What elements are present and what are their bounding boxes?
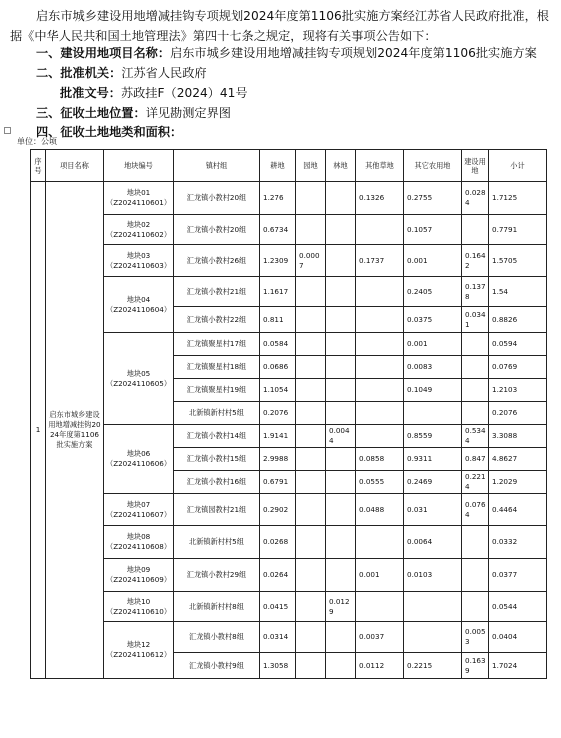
area-value-cell: 0.001 <box>356 559 404 592</box>
area-value-cell: 0.0555 <box>356 471 404 494</box>
area-value-cell: 0.031 <box>404 494 462 526</box>
area-value-cell <box>356 379 404 402</box>
area-value-cell: 0.0037 <box>356 622 404 653</box>
block-code-cell <box>104 526 174 559</box>
area-value-cell <box>404 402 462 425</box>
area-value-cell <box>326 653 356 679</box>
area-value-cell: 0.0584 <box>260 333 296 356</box>
area-value-cell <box>296 402 326 425</box>
area-value-cell: 0.811 <box>260 307 296 333</box>
area-value-cell <box>356 277 404 307</box>
section-label: 三、征收土地位置： <box>36 106 146 120</box>
area-value-cell <box>326 526 356 559</box>
project-name-cell: 启东市城乡建设用地增减挂钩2024年度第1106批实施方案 <box>46 182 104 679</box>
village-group-cell: 汇龙镇小教村26组 <box>174 245 260 277</box>
block-code-cell <box>104 592 174 622</box>
area-value-cell <box>462 333 489 356</box>
block-code-cell <box>104 494 174 526</box>
area-value-cell: 1.3058 <box>260 653 296 679</box>
block-code-cell <box>104 245 174 277</box>
village-group-cell: 汇龙镇聚星村17组 <box>174 333 260 356</box>
block-code-cell <box>104 277 174 333</box>
area-value-cell: 0.001 <box>404 245 462 277</box>
area-value-cell <box>296 471 326 494</box>
area-value-cell <box>296 622 326 653</box>
table-row <box>31 592 547 622</box>
area-value-cell <box>296 379 326 402</box>
block-code: （Z2024110612） <box>106 650 172 659</box>
header-cell: 建设用地 <box>462 150 489 182</box>
area-value-cell <box>326 215 356 245</box>
village-group-cell: 北新镇新村村5组 <box>174 526 260 559</box>
section-value: 详见勘测定界图 <box>145 106 231 120</box>
header-cell: 镇村组 <box>174 150 260 182</box>
area-value-cell <box>326 494 356 526</box>
section-land-location <box>36 104 231 122</box>
area-value-cell: 0.2214 <box>462 471 489 494</box>
area-value-cell <box>296 307 326 333</box>
village-group-cell: 汇龙镇小教村29组 <box>174 559 260 592</box>
section-value: 苏政挂F（2024）41号 <box>120 86 248 100</box>
area-value-cell: 1.7125 <box>489 182 547 215</box>
area-value-cell <box>326 379 356 402</box>
area-value-cell <box>326 402 356 425</box>
area-value-cell <box>296 356 326 379</box>
table-row <box>31 559 547 592</box>
area-value-cell: 0.0044 <box>326 425 356 448</box>
block-name: 地块06 <box>126 449 151 458</box>
block-name: 地块04 <box>126 294 151 304</box>
village-group-cell: 汇龙镇园教村21组 <box>174 494 260 526</box>
area-value-cell: 1.5705 <box>489 245 547 277</box>
area-value-cell: 0.1642 <box>462 245 489 277</box>
land-area-table <box>30 149 547 679</box>
unit-label: 单位：公顷 <box>17 137 57 146</box>
block-name: 地块08 <box>126 532 151 541</box>
village-group-cell: 北新镇新村村8组 <box>174 592 260 622</box>
area-value-cell: 0.0544 <box>489 592 547 622</box>
project-number-cell: 1 <box>31 182 46 679</box>
block-name: 地块10 <box>126 596 151 606</box>
area-value-cell: 0.4464 <box>489 494 547 526</box>
area-value-cell <box>296 559 326 592</box>
area-value-cell <box>356 592 404 622</box>
area-value-cell: 0.0064 <box>404 526 462 559</box>
area-value-cell: 0.0284 <box>462 182 489 215</box>
area-value-cell <box>296 425 326 448</box>
block-name: 地块05 <box>126 368 151 378</box>
area-value-cell: 0.0377 <box>489 559 547 592</box>
area-value-cell <box>462 592 489 622</box>
village-group-cell: 汇龙镇小教村9组 <box>174 653 260 679</box>
area-value-cell: 1.7024 <box>489 653 547 679</box>
header-cell: 项目名称 <box>46 150 104 182</box>
area-value-cell <box>404 592 462 622</box>
area-value-cell: 1.2309 <box>260 245 296 277</box>
block-name: 地块02 <box>126 219 151 229</box>
area-value-cell: 0.0858 <box>356 448 404 471</box>
area-value-cell <box>326 277 356 307</box>
section-value: 启东市城乡建设用地增减挂钩专项规划2024年度第1106批实施方案 <box>170 46 537 60</box>
village-group-cell: 汇龙镇小教村16组 <box>174 471 260 494</box>
area-value-cell: 3.3088 <box>489 425 547 448</box>
table-row <box>31 182 547 215</box>
table-anchor-icon <box>4 127 11 134</box>
area-value-cell <box>296 277 326 307</box>
area-value-cell: 0.0112 <box>356 653 404 679</box>
table-row <box>31 425 547 448</box>
area-value-cell: 0.0415 <box>260 592 296 622</box>
area-value-cell: 0.0764 <box>462 494 489 526</box>
block-code: （Z2024110610） <box>106 606 172 616</box>
area-value-cell <box>356 356 404 379</box>
area-value-cell: 0.0103 <box>404 559 462 592</box>
area-value-cell: 0.0341 <box>462 307 489 333</box>
area-value-cell: 0.1326 <box>356 182 404 215</box>
block-name: 地块12 <box>126 640 151 649</box>
village-group-cell: 汇龙镇小教村20组 <box>174 215 260 245</box>
block-code-cell <box>104 182 174 215</box>
header-cell: 耕地 <box>260 150 296 182</box>
table-row <box>31 622 547 653</box>
area-value-cell: 0.0007 <box>296 245 326 277</box>
header-cell: 其它农用地 <box>404 150 462 182</box>
section-land-types <box>36 123 182 141</box>
area-value-cell: 1.9141 <box>260 425 296 448</box>
area-value-cell: 0.5344 <box>462 425 489 448</box>
area-value-cell: 0.8826 <box>489 307 547 333</box>
area-value-cell: 2.9988 <box>260 448 296 471</box>
area-value-cell: 0.1737 <box>356 245 404 277</box>
village-group-cell: 汇龙镇小教村14组 <box>174 425 260 448</box>
area-value-cell: 0.0404 <box>489 622 547 653</box>
area-value-cell <box>326 307 356 333</box>
area-value-cell <box>296 494 326 526</box>
block-code: （Z2024110609） <box>106 575 172 584</box>
table-row <box>31 245 547 277</box>
area-value-cell <box>296 526 326 559</box>
area-value-cell: 0.0488 <box>356 494 404 526</box>
block-code: （Z2024110601） <box>106 198 172 207</box>
block-name: 地块03 <box>126 250 151 260</box>
area-value-cell <box>462 559 489 592</box>
area-value-cell: 0.0686 <box>260 356 296 379</box>
area-value-cell <box>296 215 326 245</box>
area-value-cell <box>356 307 404 333</box>
intro-paragraph: 启东市城乡建设用地增减挂钩专项规划2024年度第1106批实施方案经江苏省人民政府批准，根据《中华人民共和国土地管理法》第四十七条之规定，现将有关事项公告如下： <box>10 9 549 43</box>
area-value-cell <box>326 559 356 592</box>
section-label: 批准文号： <box>60 86 121 100</box>
area-value-cell <box>326 245 356 277</box>
block-code-cell <box>104 559 174 592</box>
area-value-cell <box>356 333 404 356</box>
section-label: 二、批准机关： <box>36 66 122 80</box>
table-row <box>31 333 547 356</box>
area-value-cell <box>356 402 404 425</box>
village-group-cell: 汇龙镇聚星村18组 <box>174 356 260 379</box>
village-group-cell: 汇龙镇小教村22组 <box>174 307 260 333</box>
header-cell: 地块编号 <box>104 150 174 182</box>
area-value-cell: 1.2103 <box>489 379 547 402</box>
section-project-name <box>36 44 537 62</box>
area-value-cell: 0.2215 <box>404 653 462 679</box>
area-value-cell: 0.0375 <box>404 307 462 333</box>
section-label: 一、建设用地项目名称： <box>36 46 171 60</box>
block-code: （Z2024110607） <box>106 509 172 519</box>
area-value-cell: 0.0594 <box>489 333 547 356</box>
area-value-cell: 1.1054 <box>260 379 296 402</box>
area-value-cell <box>462 356 489 379</box>
area-value-cell <box>326 333 356 356</box>
village-group-cell: 汇龙镇小教村15组 <box>174 448 260 471</box>
table-header-row <box>31 150 547 182</box>
area-value-cell: 0.0769 <box>489 356 547 379</box>
area-value-cell: 0.2076 <box>489 402 547 425</box>
header-cell: 其他草地 <box>356 150 404 182</box>
table-row <box>31 215 547 245</box>
area-value-cell: 0.0332 <box>489 526 547 559</box>
block-code: （Z2024110604） <box>106 304 172 314</box>
block-code-cell <box>104 622 174 679</box>
block-code: （Z2024110602） <box>106 229 172 239</box>
table-row <box>31 526 547 559</box>
area-value-cell: 0.2076 <box>260 402 296 425</box>
area-value-cell <box>462 215 489 245</box>
area-value-cell <box>462 402 489 425</box>
area-value-cell: 0.9311 <box>404 448 462 471</box>
area-value-cell: 4.8627 <box>489 448 547 471</box>
area-value-cell: 1.1617 <box>260 277 296 307</box>
header-cell: 林地 <box>326 150 356 182</box>
village-group-cell: 北新镇新村村5组 <box>174 402 260 425</box>
area-value-cell: 0.2902 <box>260 494 296 526</box>
area-value-cell <box>356 425 404 448</box>
area-value-cell: 1.276 <box>260 182 296 215</box>
area-value-cell <box>462 526 489 559</box>
block-code-cell <box>104 215 174 245</box>
table-row <box>31 494 547 526</box>
area-value-cell <box>356 215 404 245</box>
area-value-cell: 0.2755 <box>404 182 462 215</box>
block-code: （Z2024110605） <box>106 378 172 388</box>
area-value-cell <box>326 622 356 653</box>
table-row <box>31 277 547 307</box>
area-value-cell: 1.2029 <box>489 471 547 494</box>
area-value-cell <box>326 356 356 379</box>
area-value-cell: 0.8559 <box>404 425 462 448</box>
area-value-cell: 0.6734 <box>260 215 296 245</box>
village-group-cell: 汇龙镇聚星村19组 <box>174 379 260 402</box>
area-value-cell <box>326 471 356 494</box>
area-value-cell: 0.0314 <box>260 622 296 653</box>
area-value-cell <box>296 592 326 622</box>
block-name: 地块07 <box>126 499 151 509</box>
area-value-cell <box>404 622 462 653</box>
area-value-cell: 0.0083 <box>404 356 462 379</box>
block-code: （Z2024110608） <box>106 542 172 551</box>
notice-intro <box>10 6 555 46</box>
area-value-cell <box>462 379 489 402</box>
area-value-cell: 0.0129 <box>326 592 356 622</box>
village-group-cell: 汇龙镇小教村8组 <box>174 622 260 653</box>
block-name: 地块01 <box>126 188 151 197</box>
block-name: 地块09 <box>126 565 151 574</box>
block-code: （Z2024110603） <box>106 260 172 270</box>
area-value-cell <box>296 333 326 356</box>
area-value-cell: 0.2405 <box>404 277 462 307</box>
area-value-cell <box>296 653 326 679</box>
area-value-cell: 0.1049 <box>404 379 462 402</box>
area-value-cell: 0.1378 <box>462 277 489 307</box>
area-value-cell: 0.1057 <box>404 215 462 245</box>
area-value-cell <box>296 182 326 215</box>
area-value-cell: 0.0268 <box>260 526 296 559</box>
area-value-cell: 1.54 <box>489 277 547 307</box>
header-cell: 序号 <box>31 150 46 182</box>
header-cell: 园地 <box>296 150 326 182</box>
area-value-cell: 0.001 <box>404 333 462 356</box>
area-value-cell <box>326 448 356 471</box>
area-value-cell: 0.6791 <box>260 471 296 494</box>
section-value: 江苏省人民政府 <box>121 66 207 80</box>
header-cell: 小计 <box>489 150 547 182</box>
area-value-cell: 0.7791 <box>489 215 547 245</box>
area-value-cell: 0.2469 <box>404 471 462 494</box>
area-value-cell <box>356 526 404 559</box>
area-value-cell: 0.847 <box>462 448 489 471</box>
section-approval-authority <box>36 64 207 82</box>
block-code-cell <box>104 425 174 494</box>
village-group-cell: 汇龙镇小教村20组 <box>174 182 260 215</box>
area-value-cell <box>296 448 326 471</box>
area-value-cell: 0.1639 <box>462 653 489 679</box>
block-code: （Z2024110606） <box>106 459 172 468</box>
area-value-cell: 0.0264 <box>260 559 296 592</box>
section-approval-number <box>60 84 248 102</box>
village-group-cell: 汇龙镇小教村21组 <box>174 277 260 307</box>
area-value-cell: 0.0053 <box>462 622 489 653</box>
area-value-cell <box>326 182 356 215</box>
block-code-cell <box>104 333 174 425</box>
section-label: 四、征收土地地类和面积： <box>36 125 183 139</box>
